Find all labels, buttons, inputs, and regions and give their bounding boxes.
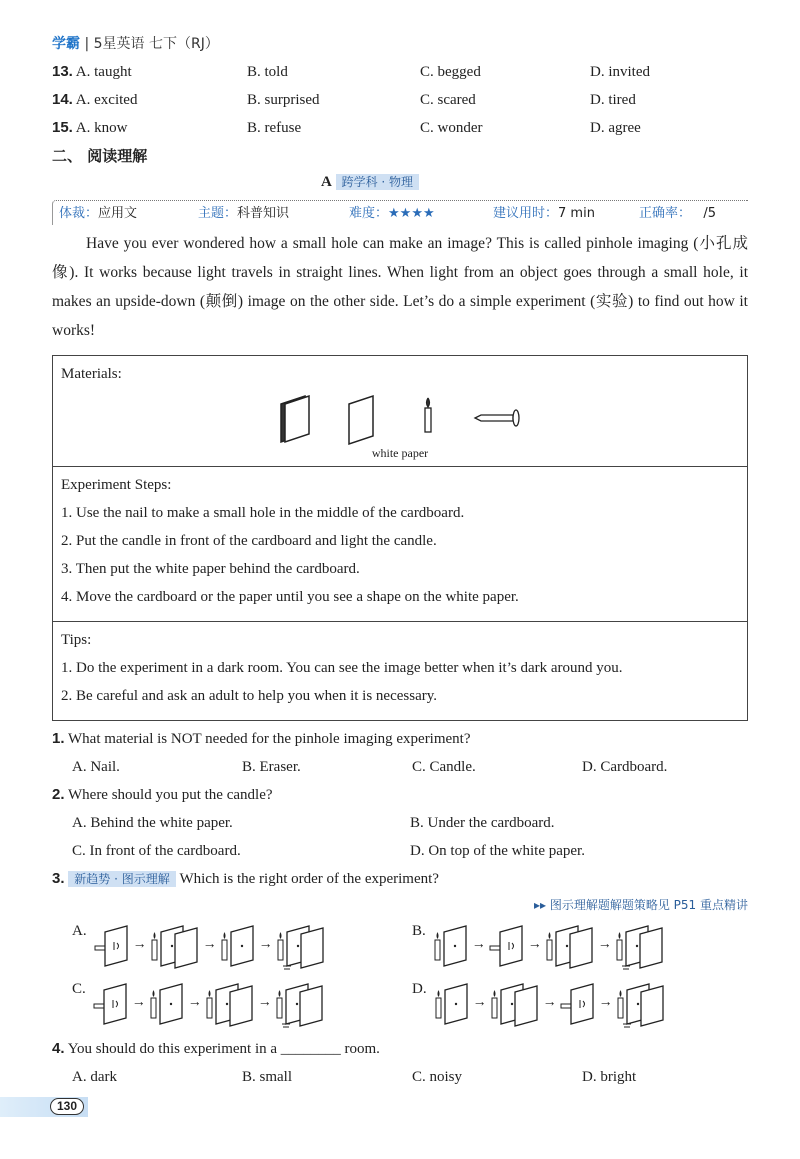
step: 3. Then put the white paper behind the cardboard. [61, 561, 360, 577]
passage-text: Have you ever wondered how a small hole can make an image? This is called pinhole imaging (小孔成像). It works because light travels in straight lines. When light from an object goes through a small hole, it makes an upside-down (颠倒) image on the other side. Let’s do a simple experiment (实验) to find out how it works! [52, 235, 748, 339]
question-number: 3. [52, 870, 65, 887]
arrow-icon: → [598, 995, 613, 1010]
option-a-sequence[interactable] [72, 917, 412, 973]
candle-paper-flame-step-icon [274, 976, 326, 1030]
option: B. told [247, 64, 288, 80]
option-label: A. [72, 923, 87, 939]
logo: 学霸 [52, 36, 80, 52]
option: D. tired [590, 92, 636, 108]
materials-section [53, 356, 747, 466]
tips-section [53, 621, 747, 720]
option: A. excited [75, 92, 138, 108]
option[interactable]: D. Cardboard. [582, 759, 668, 775]
option: B. surprised [247, 92, 320, 108]
difficulty-label: 难度： [349, 206, 389, 221]
option: A. taught [75, 64, 132, 80]
cloze-item [52, 90, 748, 110]
topic: 科普知识 [237, 206, 290, 221]
cardboard-icon [281, 396, 309, 442]
option: D. agree [590, 120, 641, 136]
difficulty-stars: ★★★★ [388, 206, 435, 221]
nail-step-icon [93, 918, 131, 972]
question-text: What material is NOT needed for the pinhole imaging experiment? [68, 731, 471, 747]
question-text: You should do this experiment in a ________ room. [67, 1041, 380, 1057]
question-1-options [72, 757, 748, 777]
tip: 2. Be careful and ask an adult to help you when it is necessary. [61, 688, 437, 704]
nail-icon [475, 410, 519, 426]
question-tag: 新趋势 · 图示理解 [68, 871, 175, 887]
candle-paper-step-icon [204, 976, 256, 1030]
option: A. know [75, 120, 128, 136]
option-c-sequence[interactable] [72, 975, 412, 1031]
option[interactable]: D. On top of the white paper. [410, 843, 585, 859]
option[interactable]: A. Behind the white paper. [72, 815, 233, 831]
option: C. begged [420, 64, 481, 80]
question-4 [52, 1039, 748, 1059]
candle-step-icon [433, 976, 471, 1030]
candle-paper-step-icon [489, 976, 541, 1030]
arrow-icon: → [132, 937, 147, 952]
arrow-icon: → [131, 995, 146, 1010]
candle-paper-step-icon [149, 918, 201, 972]
question-2 [52, 785, 748, 805]
suggested-time: 7 min [558, 206, 595, 221]
question-number: 2. [52, 786, 65, 803]
question-2-options [72, 813, 748, 833]
step: 4. Move the cardboard or the paper until you see a shape on the white paper. [61, 589, 519, 605]
candle-icon [425, 398, 431, 432]
accuracy-label: 正确率： [639, 206, 692, 221]
question-1 [52, 729, 748, 749]
option: D. invited [590, 64, 650, 80]
topic-label: 主题： [198, 206, 238, 221]
option[interactable]: B. Under the cardboard. [410, 815, 555, 831]
passage-heading [52, 172, 748, 192]
question-3-options [72, 917, 748, 1031]
materials-figure [61, 392, 739, 460]
item-number: 14. [52, 91, 73, 108]
option[interactable]: C. noisy [412, 1069, 463, 1085]
step: 2. Put the candle in front of the cardboard and light the candle. [61, 533, 437, 549]
candle-step-icon [219, 918, 257, 972]
option: C. scared [420, 92, 476, 108]
arrow-icon: → [527, 937, 542, 952]
strategy-hint: ▸▸ 图示理解题解题策略见 P51 重点精讲 [534, 898, 748, 912]
step: 1. Use the nail to make a small hole in the middle of the cardboard. [61, 505, 465, 521]
steps-label: Experiment Steps: [61, 477, 172, 493]
tips-label: Tips: [61, 632, 92, 648]
passage-info-bar [52, 200, 748, 225]
question-4-options [72, 1067, 748, 1087]
candle-step-icon [148, 976, 186, 1030]
candle-paper-flame-step-icon [614, 918, 666, 972]
question-3 [52, 869, 748, 889]
candle-paper-flame-step-icon [275, 918, 327, 972]
page-footer [0, 1097, 748, 1119]
cloze-item [52, 118, 748, 138]
materials-illustration [275, 392, 525, 448]
tip: 1. Do the experiment in a dark room. You can see the image better when it’s dark around you. [61, 660, 623, 676]
arrow-icon: → [542, 995, 557, 1010]
subject-tag: 跨学科 · 物理 [336, 174, 419, 190]
candle-step-icon [432, 918, 470, 972]
option[interactable]: D. bright [582, 1069, 637, 1085]
page-header: 学霸 | 5星英语 七下（RJ） [52, 36, 219, 52]
passage-label: A [320, 174, 332, 190]
candle-paper-step-icon [544, 918, 596, 972]
option-b-sequence[interactable] [412, 917, 752, 973]
option[interactable]: C. In front of the cardboard. [72, 843, 241, 859]
question-number: 1. [52, 730, 65, 747]
genre: 应用文 [98, 206, 138, 221]
arrow-icon: → [258, 937, 273, 952]
question-text: Which is the right order of the experiment? [179, 871, 439, 887]
candle-paper-flame-step-icon [615, 976, 667, 1030]
option: C. wonder [420, 120, 483, 136]
option[interactable]: A. dark [72, 1069, 117, 1085]
experiment-box [52, 355, 748, 721]
arrow-icon: → [257, 995, 272, 1010]
accuracy: /5 [703, 206, 717, 221]
time-label: 建议用时： [493, 206, 559, 221]
option-label: D. [412, 981, 427, 997]
nail-step-icon [488, 918, 526, 972]
section-title: 二、 阅读理解 [52, 147, 148, 165]
question-2-options [72, 841, 748, 861]
option[interactable]: C. Candle. [412, 759, 476, 775]
white-paper-icon [349, 396, 373, 444]
steps-section [53, 466, 747, 621]
book-title: 5星英语 七下（RJ） [93, 36, 219, 52]
option: B. refuse [247, 120, 302, 136]
arrow-icon: → [472, 995, 487, 1010]
option[interactable]: A. Nail. [72, 759, 120, 775]
option-label: B. [412, 923, 426, 939]
arrow-icon: → [187, 995, 202, 1010]
arrow-icon: → [471, 937, 486, 952]
arrow-icon: → [202, 937, 217, 952]
materials-label: Materials: [61, 366, 122, 382]
nail-step-icon [92, 976, 130, 1030]
page-number: 130 [50, 1098, 84, 1115]
arrow-icon: → [597, 937, 612, 952]
genre-label: 体裁： [59, 206, 99, 221]
question-number: 4. [52, 1040, 65, 1057]
cloze-item [52, 62, 748, 82]
option[interactable]: B. small [242, 1069, 293, 1085]
option-label: C. [72, 981, 86, 997]
item-number: 15. [52, 119, 73, 136]
nail-step-icon [559, 976, 597, 1030]
option[interactable]: B. Eraser. [242, 759, 301, 775]
item-number: 13. [52, 63, 73, 80]
option-d-sequence[interactable] [412, 975, 752, 1031]
white-paper-label: white paper [371, 446, 429, 460]
question-text: Where should you put the candle? [68, 787, 273, 803]
